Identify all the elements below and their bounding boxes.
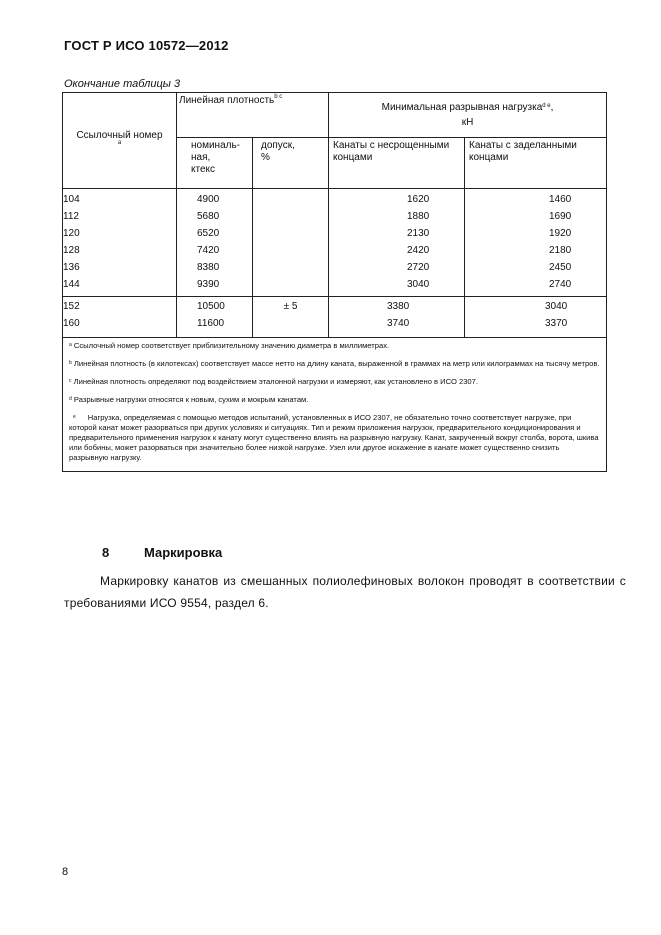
header-linear-density-sup: b c bbox=[274, 94, 283, 100]
table-cell: 3040 bbox=[545, 301, 568, 312]
nominal-column-block-b bbox=[177, 297, 253, 338]
table-footnotes bbox=[63, 338, 607, 472]
table-cell: 1690 bbox=[549, 211, 572, 222]
table-caption: Окончание таблицы 3 bbox=[64, 78, 181, 90]
table-cell: 2180 bbox=[549, 245, 572, 256]
header-min-load-label: Минимальная разрывная нагрузка bbox=[381, 102, 543, 113]
footnote-marker: b bbox=[69, 360, 72, 366]
header-ref-number-sup: a bbox=[117, 139, 122, 146]
ref-column-block-a bbox=[63, 189, 177, 297]
tolerance-column-block-a bbox=[253, 189, 329, 297]
table-cell: 4900 bbox=[197, 194, 220, 205]
header-spliced: Канаты с заделанными концами bbox=[465, 138, 607, 189]
table-cell: 2740 bbox=[549, 279, 572, 290]
table-cell: 8380 bbox=[197, 262, 220, 273]
section-paragraph: Маркировку канатов из смешанных полиолефиновых волокон проводят в соответствии с требованиями ИСО 9554, раздел 6. bbox=[64, 574, 626, 610]
table-cell: 104 bbox=[63, 194, 80, 205]
table-cell: 1920 bbox=[549, 228, 572, 239]
spliced-column-block-b bbox=[465, 297, 607, 338]
table-container bbox=[62, 92, 606, 472]
table-cell: 3380 bbox=[387, 301, 410, 312]
footnote-text: Линейная плотность определяют под воздействием эталонной нагрузки и измеряют, как установлено в ИСО 2307. bbox=[73, 377, 478, 386]
table-cell: 1620 bbox=[407, 194, 430, 205]
section-title: Маркировка bbox=[144, 545, 223, 560]
header-linear-density bbox=[177, 93, 329, 138]
footnote-text: Разрывные нагрузки относятся к новым, сухим и мокрым канатам. bbox=[73, 395, 309, 404]
table-cell: 2450 bbox=[549, 262, 572, 273]
footnote-text: Линейная плотность (в килотексах) соответствует массе нетто на длину каната, выраженной в граммах на метр или килограммах на тысячу метров. bbox=[73, 359, 600, 368]
table-cell: 9390 bbox=[197, 279, 220, 290]
table-cell: 6520 bbox=[197, 228, 220, 239]
header-unspliced: Канаты с несрощенными концами bbox=[329, 138, 465, 189]
footnote-c bbox=[69, 377, 600, 387]
document-header: ГОСТ Р ИСО 10572—2012 bbox=[64, 38, 229, 53]
table-cell: 2130 bbox=[407, 228, 430, 239]
table-cell: 112 bbox=[63, 211, 79, 222]
table-cell: 7420 bbox=[197, 245, 220, 256]
table-cell: 3040 bbox=[407, 279, 430, 290]
data-table bbox=[62, 92, 607, 472]
table-cell: 2720 bbox=[407, 262, 430, 273]
header-nominal: номиналь- ная, ктекс bbox=[177, 138, 253, 189]
table-cell: 3370 bbox=[545, 318, 568, 329]
header-min-load-sup: d e bbox=[542, 103, 551, 109]
table-cell: 1880 bbox=[407, 211, 430, 222]
footnote-marker: d bbox=[69, 396, 72, 402]
footnote-marker: e bbox=[73, 414, 76, 420]
header-ref-number-label: Ссылочный номер bbox=[76, 129, 163, 141]
footnote-text: Ссылочный номер соответствует приблизительному значению диаметра в миллиметрах. bbox=[73, 341, 390, 350]
nominal-column-block-a bbox=[177, 189, 253, 297]
table-cell: 1460 bbox=[549, 194, 572, 205]
footnote-a bbox=[69, 341, 600, 351]
table-cell: 144 bbox=[63, 279, 80, 290]
footnote-e bbox=[69, 413, 600, 463]
footnote-marker: c bbox=[69, 378, 72, 384]
spliced-column-block-a bbox=[465, 189, 607, 297]
table-cell: 136 bbox=[63, 262, 80, 273]
footnote-b bbox=[69, 359, 600, 369]
tolerance-column-block-b bbox=[253, 297, 329, 338]
footnote-d bbox=[69, 395, 600, 405]
footnote-marker: a bbox=[69, 342, 72, 348]
table-cell: 3740 bbox=[387, 318, 410, 329]
footnote-text: Нагрузка, определяемая с помощью методов испытаний, установленных в ИСО 2307, не обязательно точно соответствует нагрузке, при которой канат может разорваться при других условиях и ситуациях. Тип и режим приложения нагрузок, предварительного кондиционирования и предварительного применения нагрузок к канату могут существенно влиять на разрывную нагрузку. Канат, закрученный вокруг столба, ворота, шкива или бобины, может разорваться при значительно более низкой нагрузке. Узел или другое искажение в канате может существенно снизить разрывную нагрузку. bbox=[69, 413, 599, 462]
table-cell: 160 bbox=[63, 318, 80, 329]
table-cell: 11600 bbox=[197, 318, 225, 329]
header-tolerance: допуск, % bbox=[253, 138, 329, 189]
unspliced-column-block-b bbox=[329, 297, 465, 338]
ref-column-block-b bbox=[63, 297, 177, 338]
table-cell: 5680 bbox=[197, 211, 220, 222]
header-min-load-unit: кН bbox=[461, 117, 474, 128]
header-min-load: Минимальная разрывная нагрузка$^{d e}$, кН bbox=[329, 93, 607, 138]
section-number: 8 bbox=[102, 545, 110, 560]
table-cell: 10500 bbox=[197, 301, 225, 312]
unspliced-column-block-a bbox=[329, 189, 465, 297]
section-heading bbox=[102, 545, 222, 560]
header-ref-number bbox=[63, 93, 177, 189]
table-cell: 120 bbox=[63, 228, 80, 239]
header-linear-density-label: Линейная плотность bbox=[179, 95, 275, 106]
tolerance-value: ± 5 bbox=[283, 301, 298, 312]
table-cell: 152 bbox=[63, 301, 80, 312]
page-number: 8 bbox=[62, 866, 69, 878]
table-cell: 2420 bbox=[407, 245, 430, 256]
table-cell: 128 bbox=[63, 245, 80, 256]
